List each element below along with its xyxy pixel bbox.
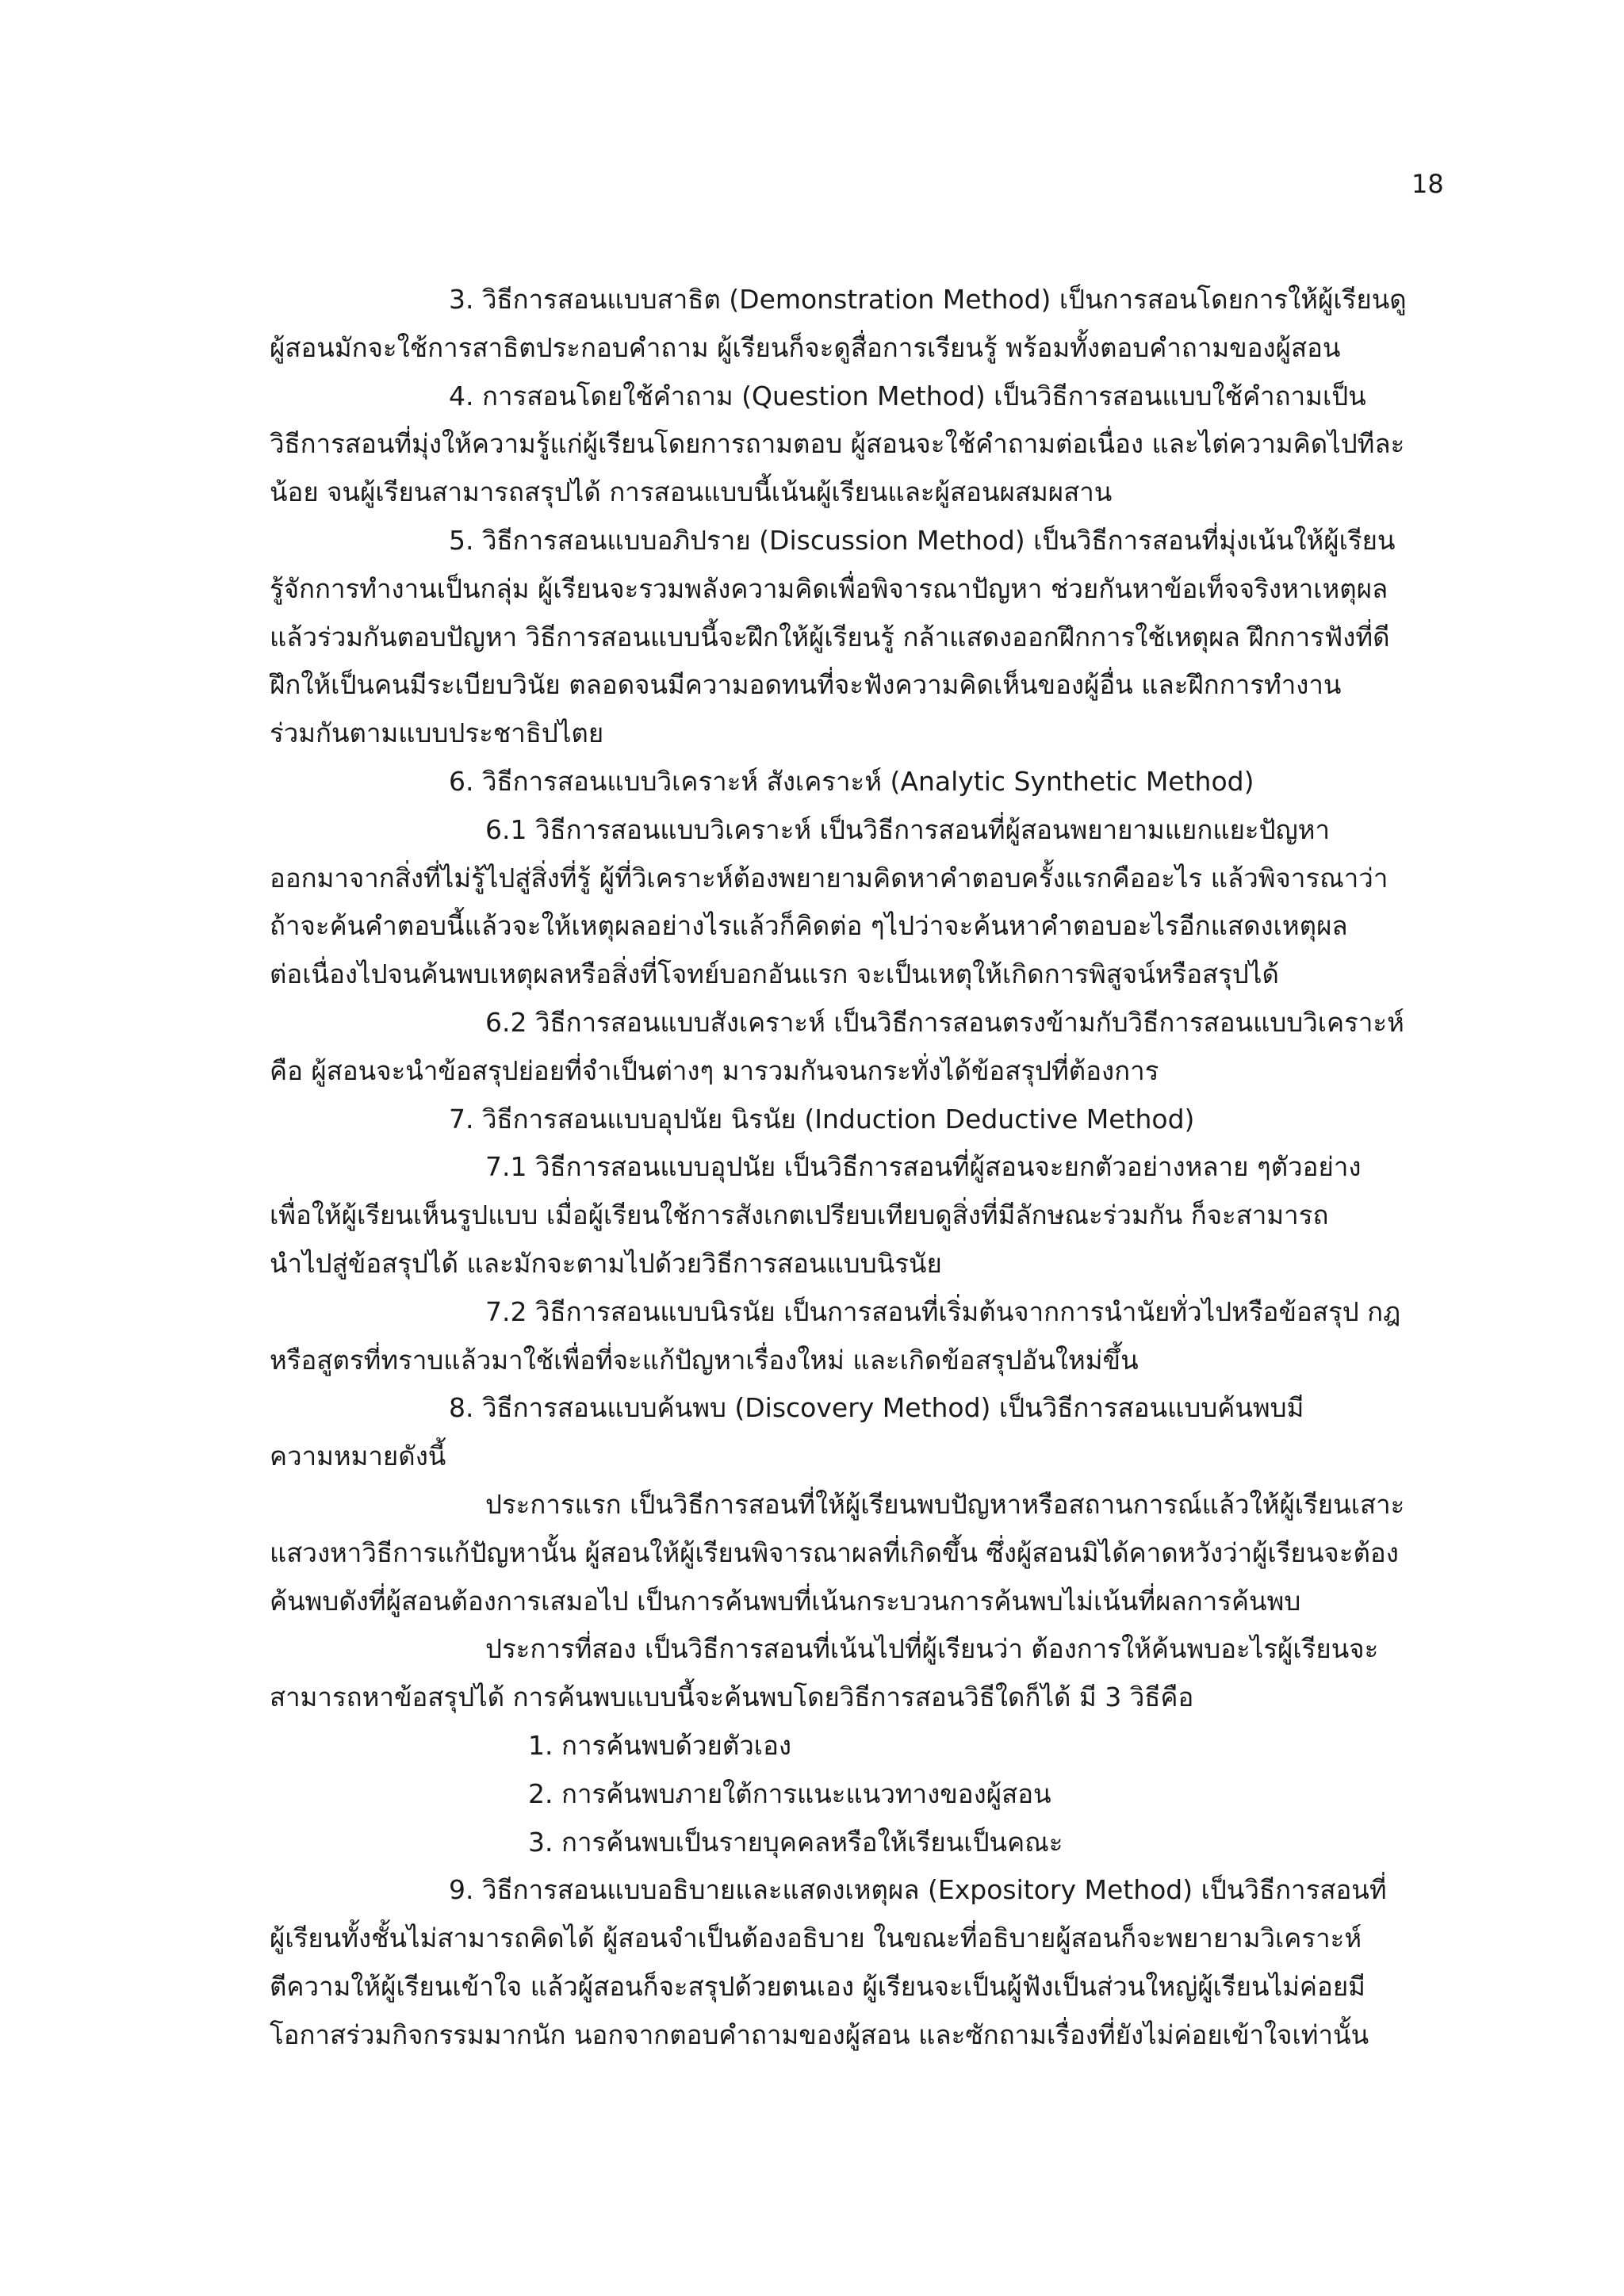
paragraph-line: คือ ผู้สอนจะนำข้อสรุปย่อยที่จำเป็นต่างๆ มารวมกันจนกระทั่งได้ข้อสรุปที่ต้องการ xyxy=(270,1054,1159,1086)
paragraph-line: วิธีการสอนที่มุ่งให้ความรู้แก่ผู้เรียนโดยการถามตอบ ผู้สอนจะใช้คำถามต่อเนื่อง และไต่ความคิดไปทีละ xyxy=(270,428,1405,460)
paragraph-line: 4. การสอนโดยใช้คำถาม (Question Method) เป็นวิธีการสอนแบบใช้คำถามเป็น xyxy=(449,380,1366,411)
paragraph-line: นำไปสู่ข้อสรุปได้ และมักจะตามไปด้วยวิธีการสอนแบบนิรนัย xyxy=(270,1247,942,1279)
list-item: 3. การค้นพบเป็นรายบุคคลหรือให้เรียนเป็นคณะ xyxy=(528,1826,1063,1858)
paragraph-line: ค้นพบดังที่ผู้สอนต้องการเสมอไป เป็นการค้นพบที่เน้นกระบวนการค้นพบไม่เน้นที่ผลการค้นพบ xyxy=(270,1585,1301,1617)
paragraph-line: ผู้สอนมักจะใช้การสาธิตประกอบคำถาม ผู้เรียนก็จะดูสื่อการเรียนรู้ พร้อมทั้งตอบคำถามของผู้สอน xyxy=(270,331,1341,363)
paragraph-line: แล้วร่วมกันตอบปัญหา วิธีการสอนแบบนี้จะฝึกให้ผู้เรียนรู้ กล้าแสดงออกฝึกการใช้เหตุผล ฝึกการฟังที่ดี xyxy=(270,621,1390,652)
paragraph-line: ถ้าจะค้นคำตอบนี้แล้วจะให้เหตุผลอย่างไรแล้วก็คิดต่อ ๆไปว่าจะค้นหาคำตอบอะไรอีกแสดงเหตุผล xyxy=(270,910,1348,942)
paragraph-line: ผู้เรียนทั้งชั้นไม่สามารถคิดได้ ผู้สอนจำเป็นต้องอธิบาย ในขณะที่อธิบายผู้สอนก็จะพยายามวิเคราะห์ xyxy=(270,1923,1362,1954)
paragraph-line: ตีความให้ผู้เรียนเข้าใจ แล้วผู้สอนก็จะสรุปด้วยตนเอง ผู้เรียนจะเป็นผู้ฟังเป็นส่วนใหญ่ผู้เรียนไม่ค่อยมี xyxy=(270,1970,1365,2002)
paragraph-line: รู้จักการทำงานเป็นกลุ่ม ผู้เรียนจะรวมพลังความคิดเพื่อพิจารณาปัญหา ช่วยกันหาข้อเท็จจริงหาเหตุผล xyxy=(270,572,1388,604)
paragraph-line: 6.2 วิธีการสอนแบบสังเคราะห์ เป็นวิธีการสอนตรงข้ามกับวิธีการสอนแบบวิเคราะห์ xyxy=(485,1006,1404,1038)
paragraph-line: โอกาสร่วมกิจกรรมมากนัก นอกจากตอบคำถามของผู้สอน และซักถามเรื่องที่ยังไม่ค่อยเข้าใจเท่านั้น xyxy=(270,2019,1369,2050)
section-heading: 7. วิธีการสอนแบบอุปนัย นิรนัย (Induction Deductive Method) xyxy=(449,1103,1195,1135)
page-number: 18 xyxy=(1411,169,1444,199)
paragraph-line: 6.1 วิธีการสอนแบบวิเคราะห์ เป็นวิธีการสอนที่ผู้สอนพยายามแยกแยะปัญหา xyxy=(485,813,1330,845)
paragraph-line: ออกมาจากสิ่งที่ไม่รู้ไปสู่สิ่งที่รู้ ผู้ที่วิเคราะห์ต้องพยายามคิดหาคำตอบครั้งแรกคืออะไร แล้วพิจารณาว่า xyxy=(270,862,1388,894)
paragraph-line: 9. วิธีการสอนแบบอธิบายและแสดงเหตุผล (Expository Method) เป็นวิธีการสอนที่ xyxy=(449,1874,1387,1906)
paragraph-line: แสวงหาวิธีการแก้ปัญหานั้น ผู้สอนให้ผู้เรียนพิจารณาผลที่เกิดขึ้น ซึ่งผู้สอนมิได้คาดหวังว่าผู้เรียนจะต้อง xyxy=(270,1536,1399,1568)
section-heading: 6. วิธีการสอนแบบวิเคราะห์ สังเคราะห์ (Analytic Synthetic Method) xyxy=(449,765,1254,797)
paragraph-line: สามารถหาข้อสรุปได้ การค้นพบแบบนี้จะค้นพบโดยวิธีการสอนวิธีใดก็ได้ มี 3 วิธีคือ xyxy=(270,1682,1194,1713)
paragraph-line: ประการที่สอง เป็นวิธีการสอนที่เน้นไปที่ผู้เรียนว่า ต้องการให้ค้นพบอะไรผู้เรียนจะ xyxy=(485,1633,1379,1665)
paragraph-line: ต่อเนื่องไปจนค้นพบเหตุผลหรือสิ่งที่โจทย์บอกอันแรก จะเป็นเหตุให้เกิดการพิสูจน์หรือสรุปได้ xyxy=(270,959,1279,990)
paragraph-line: 8. วิธีการสอนแบบค้นพบ (Discovery Method) เป็นวิธีการสอนแบบค้นพบมี xyxy=(449,1392,1304,1424)
list-item: 1. การค้นพบด้วยตัวเอง xyxy=(528,1729,792,1761)
paragraph-line: 7.2 วิธีการสอนแบบนิรนัย เป็นการสอนที่เริ่มต้นจากการนำนัยทั่วไปหรือข้อสรุป กฎ xyxy=(485,1295,1401,1327)
paragraph-line: น้อย จนผู้เรียนสามารถสรุปได้ การสอนแบบนี้เน้นผู้เรียนและผู้สอนผสมผสาน xyxy=(270,476,1113,508)
paragraph-line: เพื่อให้ผู้เรียนเห็นรูปแบบ เมื่อผู้เรียนใช้การสังเกตเปรียบเทียบดูสิ่งที่มีลักษณะร่วมกัน ก็จะสามารถ xyxy=(270,1200,1329,1231)
paragraph-line: 5. วิธีการสอนแบบอภิปราย (Discussion Method) เป็นวิธีการสอนที่มุ่งเน้นให้ผู้เรียน xyxy=(449,524,1396,556)
list-item: 2. การค้นพบภายใต้การแนะแนวทางของผู้สอน xyxy=(528,1777,1051,1809)
document-body xyxy=(270,276,1435,2059)
paragraph-line: ร่วมกันตามแบบประชาธิปไตย xyxy=(270,718,604,749)
paragraph-line: ประการแรก เป็นวิธีการสอนที่ให้ผู้เรียนพบปัญหาหรือสถานการณ์แล้วให้ผู้เรียนเสาะ xyxy=(485,1488,1405,1520)
paragraph-line: ฝึกให้เป็นคนมีระเบียบวินัย ตลอดจนมีความอดทนที่จะฟังความคิดเห็นของผู้อื่น และฝึกการทำงาน xyxy=(270,669,1342,701)
paragraph-line: 3. วิธีการสอนแบบสาธิต (Demonstration Method) เป็นการสอนโดยการให้ผู้เรียนดู xyxy=(449,284,1407,315)
paragraph-line: หรือสูตรที่ทราบแล้วมาใช้เพื่อที่จะแก้ปัญหาเรื่องใหม่ และเกิดข้อสรุปอันใหม่ขึ้น xyxy=(270,1344,1139,1376)
paragraph-line: ความหมายดังนี้ xyxy=(270,1441,446,1472)
paragraph-line: 7.1 วิธีการสอนแบบอุปนัย เป็นวิธีการสอนที่ผู้สอนจะยกตัวอย่างหลาย ๆตัวอย่าง xyxy=(485,1151,1362,1183)
